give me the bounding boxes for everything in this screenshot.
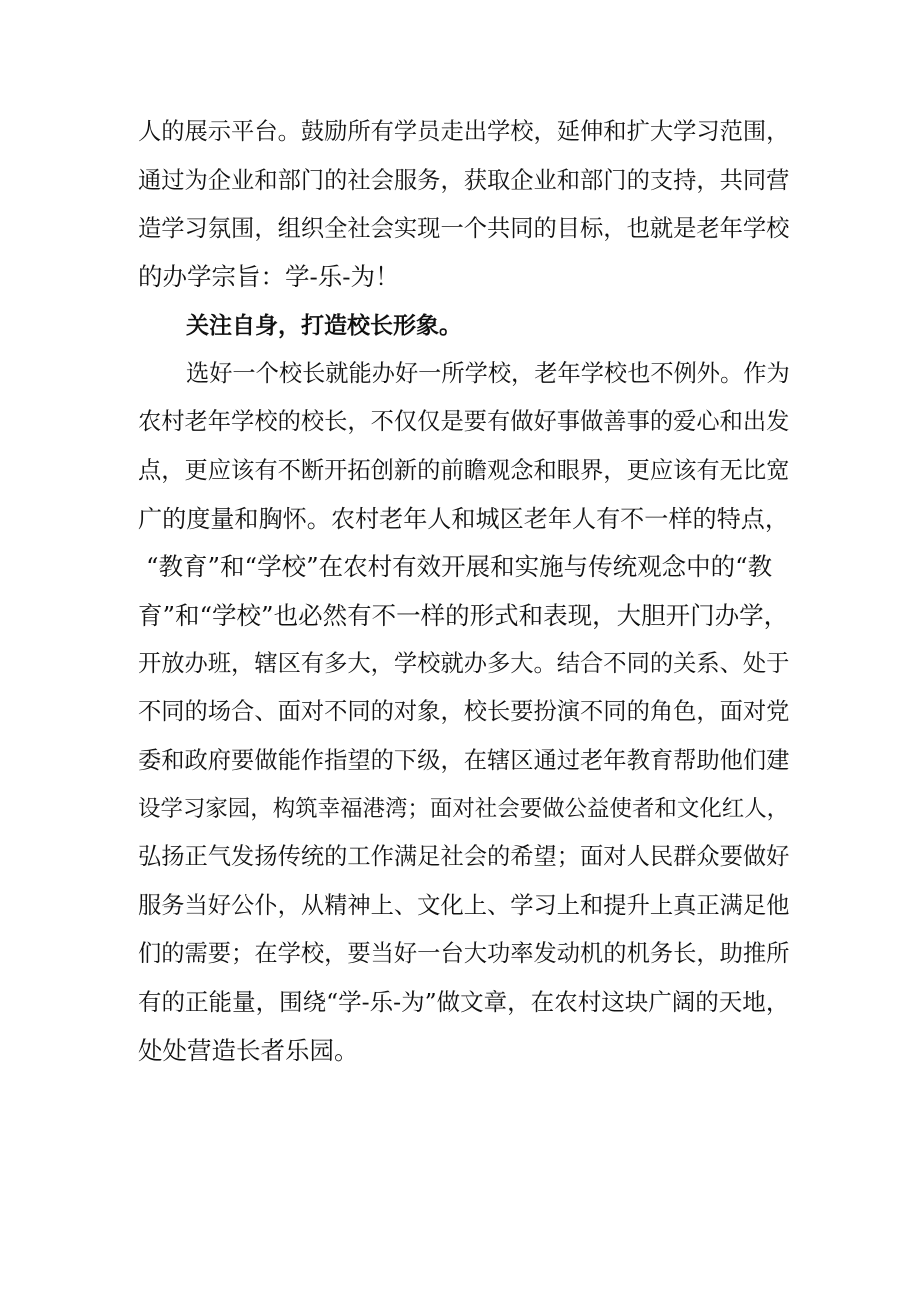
paragraph-2-line-9: 委和政府要做能作指望的下级，在辖区通过老年教育帮助他们建 xyxy=(138,747,790,774)
paragraph-2-line-6: 育”和“学校”也必然有不一样的形式和表现，大胆开门办学， xyxy=(138,601,789,630)
paragraph-2-line-3: 点，更应该有不断开拓创新的前瞻观念和眼界，更应该有无比宽 xyxy=(138,457,790,484)
section-heading: 关注自身，打造校长形象。 xyxy=(186,313,462,339)
paragraph-1-line-4: 的办学宗旨：学-乐-为！ xyxy=(138,262,400,291)
paragraph-2-line-8: 不同的场合、面对不同的对象，校长要扮演不同的角色，面对党 xyxy=(138,698,790,725)
paragraph-2-line-2: 农村老年学校的校长，不仅仅是要有做好事做善事的爱心和出发 xyxy=(138,408,790,435)
paragraph-2-line-13: 们的需要；在学校，要当好一台大功率发动机的机务长，助推所 xyxy=(138,940,790,967)
paragraph-1-line-3: 造学习氛围，组织全社会实现一个共同的目标，也就是老年学校 xyxy=(138,215,790,242)
paragraph-2-line-15: 处处营造长者乐园。 xyxy=(138,1036,359,1065)
paragraph-2-line-7: 开放办班，辖区有多大，学校就办多大。结合不同的关系、处于 xyxy=(138,650,790,677)
paragraph-1-line-2: 通过为企业和部门的社会服务，获取企业和部门的支持，共同营 xyxy=(138,167,790,194)
paragraph-2-line-4: 广的度量和胸怀。农村老年人和城区老年人有不一样的特点， xyxy=(138,505,789,533)
paragraph-2-line-12: 服务当好公仆，从精神上、文化上、学习上和提升上真正满足他 xyxy=(138,892,790,919)
paragraph-2-line-14: 有的正能量，围绕“学-乐-为”做文章，在农村这块广阔的天地， xyxy=(138,988,790,1016)
paragraph-2-line-11: 弘扬正气发扬传统的工作满足社会的希望；面对人民群众要做好 xyxy=(138,843,790,870)
paragraph-2-line-10: 设学习家园，构筑幸福港湾；面对社会要做公益使者和文化红人， xyxy=(138,796,790,822)
paragraph-2-line-1: 选好一个校长就能办好一所学校，老年学校也不例外。作为 xyxy=(186,360,790,387)
paragraph-2-line-5: “教育”和“学校”在农村有效开展和实施与传统观念中的“教 xyxy=(146,552,773,581)
paragraph-1-line-1: 人的展示平台。鼓励所有学员走出学校，延伸和扩大学习范围， xyxy=(138,118,790,145)
